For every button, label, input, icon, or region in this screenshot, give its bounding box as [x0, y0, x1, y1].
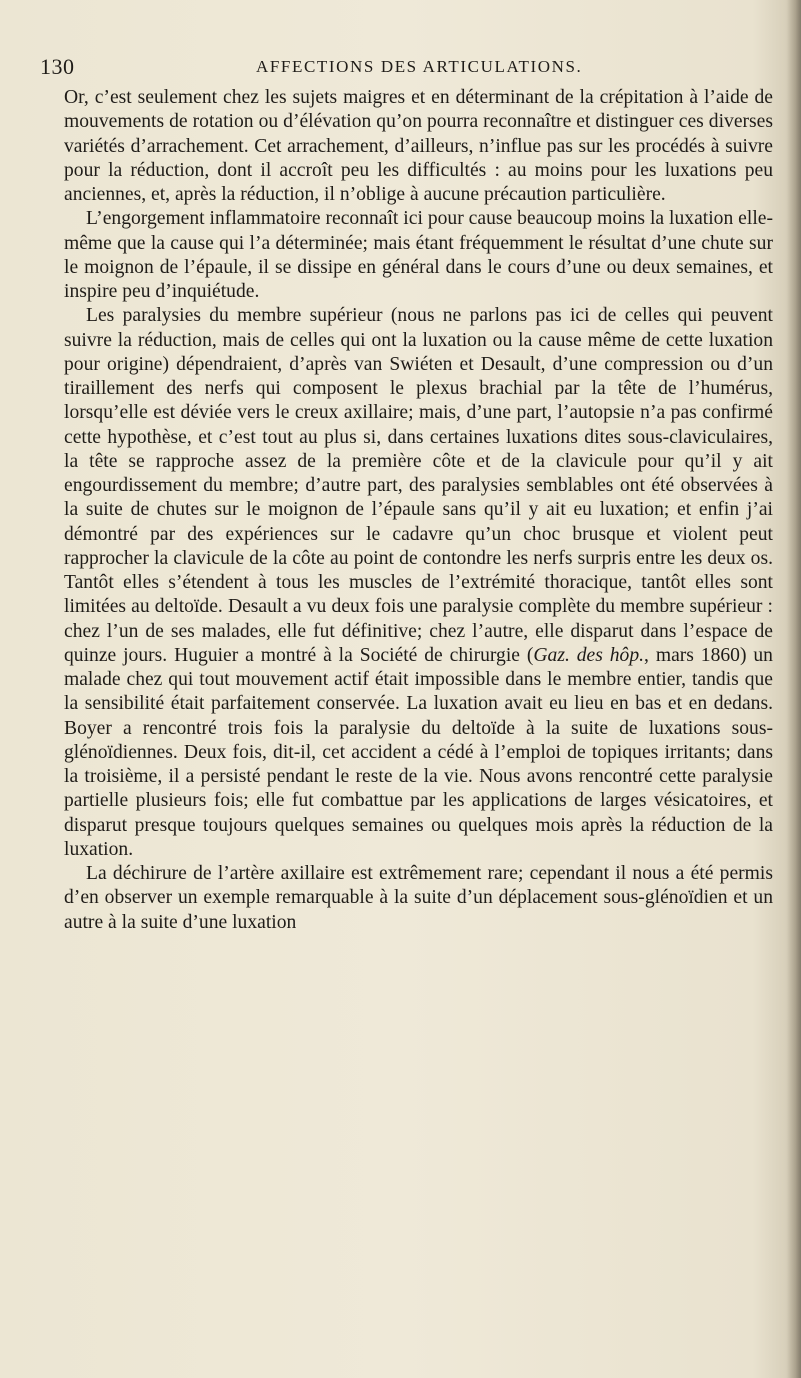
- paragraph: Or, c’est seulement chez les sujets maigres et en déterminant de la crépitation à l’aide de mouvements de rotation ou d’élévation qu’on pourra reconnaître et distinguer ces diverses variétés d’arrachement. Cet arrachement, d’ailleurs, n’influe pas sur les procédés à suivre pour la réduction, dont il accroît peu les difficultés : au moins pour les luxations peu anciennes, et, après la réduction, il n’oblige à aucune précaution particulière.: [64, 87, 773, 205]
- running-head: AFFECTIONS DES ARTICULATIONS.: [256, 57, 583, 76]
- paragraph: La déchirure de l’artère axillaire est extrêmement rare; cependant il nous a été permis d’en observer un exemple remarquable à la suite d’un déplacement sous-glénoïdien et un autre à la suite d’une luxation: [64, 863, 773, 933]
- body-text: [64, 86, 773, 935]
- paragraph: L’engorgement inflammatoire reconnaît ici pour cause beaucoup moins la luxation elle-même que la cause qui l’a déterminée; mais étant fréquemment le résultat d’une chute sur le moignon de l’épaule, il se dissipe en général dans le cours d’une ou deux semaines, et inspire peu d’inquiétude.: [64, 208, 773, 302]
- citation: Gaz. des hôp.: [533, 644, 645, 666]
- paragraph-text: , mars 1860) un malade chez qui tout mouvement actif était impossible dans le membre entier, tandis que la sensibilité était parfaitement conservée. La luxation avait eu lieu en bas et en dedans. Boyer a rencontré trois fois la paralysie du deltoïde à la suite de luxations sous-glénoïdiennes. Deux fois, dit-il, cet accident a cédé à l’emploi de topiques irritants; dans la troisième, il a persisté pendant le reste de la vie. Nous avons rencontré cette paralysie partielle plusieurs fois; elle fut combattue par les applications de larges vésicatoires, et disparut presque toujours quelques semaines ou quelques mois après la réduction de la luxation.: [64, 644, 773, 860]
- page-header: [40, 54, 740, 80]
- paragraph-text: Les paralysies du membre supérieur (nous ne parlons pas ici de celles qui peuvent suivre la réduction, mais de celles qui ont la luxation ou la cause même de cette luxation pour origine) dépendraient, d’après van Swiéten et Desault, d’une compression ou d’un tiraillement des nerfs qui composent le plexus brachial par la tête de l’humérus, lorsqu’elle est déviée vers le creux axillaire; mais, d’une part, l’autopsie n’a pas confirmé cette hypothèse, et c’est tout au plus si, dans certaines luxations dites sous-claviculaires, la tête se rapproche assez de la première côte et de la clavicule pour qu’il y ait engourdissement du membre; d’autre part, des paralysies semblables ont été observées à la suite de chutes sur le moignon de l’épaule sans qu’il y ait eu luxation; et enfin j’ai démontré par des expériences sur le cadavre qu’un choc brusque et violent peut rapprocher la clavicule de la côte au point de contondre les nerfs surpris entre les deux os. Tantôt elles s’étendent à tous les muscles de l’extrémité thoracique, tantôt elles sont limitées au deltoïde. Desault a vu deux fois une paralysie complète du membre supérieur : chez l’un de ses malades, elle fut définitive; chez l’autre, elle disparut dans l’espace de quinze jours. Huguier a montré à la Société de chirurgie (: [64, 305, 773, 666]
- page-edge-shadow: [787, 0, 801, 1378]
- page-number: 130: [40, 54, 75, 79]
- paragraph: [64, 304, 773, 862]
